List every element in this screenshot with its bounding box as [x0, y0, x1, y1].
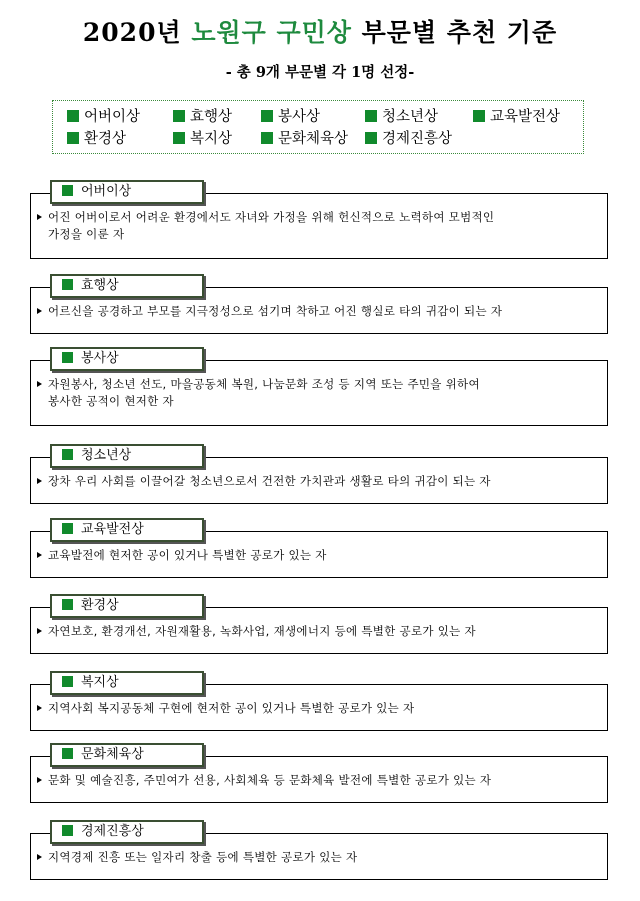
bullet-icon — [37, 777, 42, 783]
section-label: 효행상 — [50, 274, 204, 298]
legend-item — [67, 107, 140, 127]
legend-item — [365, 107, 438, 127]
green-square-icon — [173, 132, 185, 144]
page-subtitle: - 총 9개 부문별 각 1명 선정- — [225, 64, 415, 81]
criteria-line: 어르신을 공경하고 부모를 지극정성으로 섬기며 착하고 어진 행실로 타의 귀감이 되는 자 — [37, 303, 601, 320]
section-filial-award — [30, 274, 608, 334]
criteria-text — [37, 849, 601, 866]
section-welfare-award — [30, 671, 608, 731]
green-square-icon — [67, 110, 79, 122]
section-youth-award — [30, 444, 608, 504]
bullet-icon — [37, 854, 42, 860]
legend-item — [365, 129, 452, 149]
legend-item — [473, 107, 560, 127]
criteria-line: 교육발전에 현저한 공이 있거나 특별한 공로가 있는 자 — [37, 547, 601, 564]
legend-item-label: 봉사상 — [278, 109, 321, 125]
green-square-icon — [62, 748, 73, 759]
section-service-award — [30, 347, 608, 426]
criteria-line: 문화 및 예술진흥, 주민여가 선용, 사회체육 등 문화체육 발전에 특별한 공로가 있는 자 — [37, 772, 601, 789]
criteria-line: 봉사한 공적이 현저한 자 — [48, 394, 174, 408]
criteria-text — [37, 303, 601, 320]
legend-item — [173, 107, 232, 127]
page-title — [0, 16, 640, 50]
bullet-icon — [37, 308, 42, 314]
bullet-icon — [37, 628, 42, 634]
legend-item — [261, 129, 348, 149]
criteria-line: 장차 우리 사회를 이끌어갈 청소년으로서 건전한 가치관과 생활로 타의 귀감이 되는 자 — [37, 473, 601, 490]
green-square-icon — [173, 110, 185, 122]
green-square-icon — [261, 110, 273, 122]
criteria-line: 자원봉사, 청소년 선도, 마을공동체 복원, 나눔문화 조성 등 지역 또는 주민을 위하여 — [37, 376, 601, 393]
section-parent-award — [30, 180, 608, 259]
legend-item-label: 청소년상 — [382, 109, 439, 125]
green-square-icon — [365, 132, 377, 144]
green-square-icon — [62, 523, 73, 534]
section-culture-sports-award — [30, 743, 608, 803]
criteria-line: 어진 어버이로서 어려운 환경에서도 자녀와 가정을 위해 헌신적으로 노력하여 모범적인 — [37, 209, 601, 226]
legend-item — [67, 129, 126, 149]
title-highlight: 노원구 구민상 — [191, 18, 352, 47]
criteria-line: 자연보호, 환경개선, 자원재활용, 녹화사업, 재생에너지 등에 특별한 공로가 있는 자 — [37, 623, 601, 640]
legend-item-label: 경제진흥상 — [382, 131, 453, 147]
green-square-icon — [62, 825, 73, 836]
bullet-icon — [37, 478, 42, 484]
bullet-icon — [37, 705, 42, 711]
green-square-icon — [62, 449, 73, 460]
section-label: 환경상 — [50, 594, 204, 618]
section-label: 어버이상 — [50, 180, 204, 204]
section-label: 교육발전상 — [50, 518, 204, 542]
category-legend — [52, 100, 584, 154]
legend-item-label: 교육발전상 — [490, 109, 561, 125]
legend-item-label: 어버이상 — [84, 109, 141, 125]
section-environment-award — [30, 594, 608, 654]
title-prefix: 2020년 — [82, 18, 192, 47]
criteria-text — [37, 547, 601, 564]
section-label: 경제진흥상 — [50, 820, 204, 844]
bullet-icon — [37, 214, 42, 220]
legend-item-label: 문화체육상 — [278, 131, 349, 147]
bullet-icon — [37, 381, 42, 387]
section-economy-award — [30, 820, 608, 880]
criteria-line: 지역경제 진흥 또는 일자리 창출 등에 특별한 공로가 있는 자 — [37, 849, 601, 866]
green-square-icon — [473, 110, 485, 122]
criteria-line: 가정을 이룬 자 — [48, 227, 125, 241]
criteria-line: 지역사회 복지공동체 구현에 현저한 공이 있거나 특별한 공로가 있는 자 — [37, 700, 601, 717]
legend-item-label: 복지상 — [190, 131, 233, 147]
criteria-text — [37, 772, 601, 789]
green-square-icon — [365, 110, 377, 122]
bullet-icon — [37, 552, 42, 558]
legend-item — [173, 129, 232, 149]
title-suffix: 부문별 추천 기준 — [351, 18, 558, 47]
green-square-icon — [62, 185, 73, 196]
section-education-award — [30, 518, 608, 578]
criteria-text — [37, 700, 601, 717]
legend-item-label: 환경상 — [84, 131, 127, 147]
green-square-icon — [67, 132, 79, 144]
green-square-icon — [62, 279, 73, 290]
green-square-icon — [62, 599, 73, 610]
section-label: 청소년상 — [50, 444, 204, 468]
section-label: 복지상 — [50, 671, 204, 695]
legend-item — [261, 107, 320, 127]
criteria-text — [37, 376, 601, 410]
criteria-text — [37, 623, 601, 640]
green-square-icon — [261, 132, 273, 144]
section-label: 문화체육상 — [50, 743, 204, 767]
green-square-icon — [62, 676, 73, 687]
legend-item-label: 효행상 — [190, 109, 233, 125]
green-square-icon — [62, 352, 73, 363]
criteria-text — [37, 209, 601, 243]
criteria-text — [37, 473, 601, 490]
section-label: 봉사상 — [50, 347, 204, 371]
